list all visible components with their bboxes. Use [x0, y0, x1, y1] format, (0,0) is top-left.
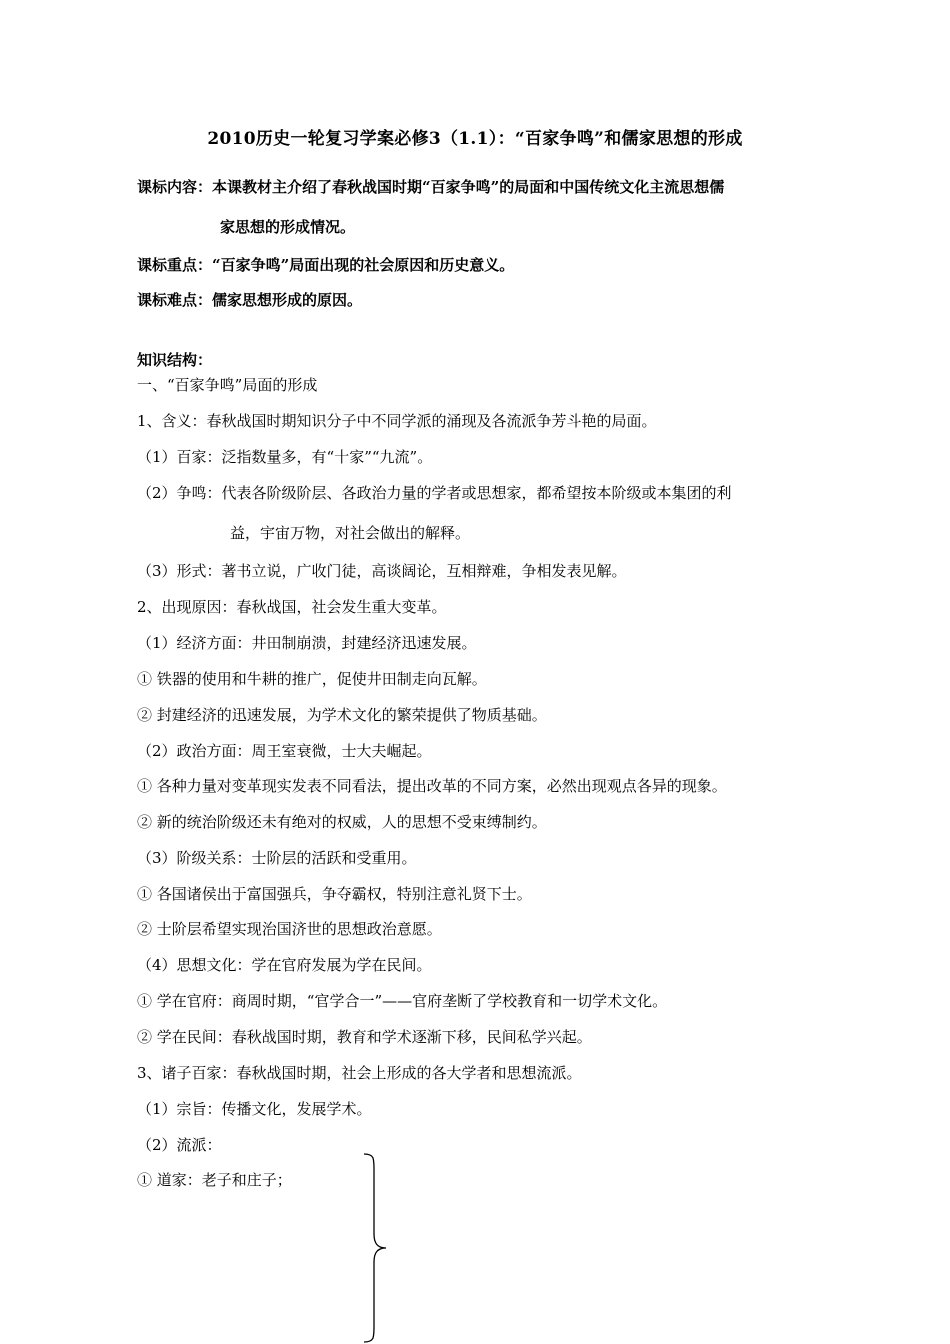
body-line: ② 新的统治阶级还未有绝对的权威，人的思想不受束缚制约。: [137, 813, 547, 831]
section-heading: 一、“百家争鸣”局面的形成: [137, 376, 318, 394]
body-line: ① 各国诸侯出于富国强兵，争夺霸权，特别注意礼贤下士。: [137, 885, 532, 903]
body-line: 2、出现原因：春秋战国，社会发生重大变革。: [137, 598, 447, 616]
body-line: ① 各种力量对变革现实发表不同看法，提出改革的不同方案，必然出现观点各异的现象。: [137, 777, 727, 795]
standards-content-text: 本课教材主介绍了春秋战国时期“百家争鸣”的局面和中国传统文化主流思想儒: [212, 178, 725, 196]
body-line: （1）宗旨：传播文化，发展学术。: [137, 1100, 372, 1118]
body-line: ① 铁器的使用和牛耕的推广，促使井田制走向瓦解。: [137, 670, 487, 688]
standards-key-label: 课标重点：: [137, 256, 213, 274]
body-line: （1）经济方面：井田制崩溃，封建经济迅速发展。: [137, 634, 477, 652]
standards-difficulty: [137, 289, 362, 311]
body-line: （2）争鸣：代表各阶级阶层、各政治力量的学者或思想家，都希望按本阶级或本集团的利: [137, 484, 732, 502]
body-line: 3、诸子百家：春秋战国时期，社会上形成的各大学者和思想流派。: [137, 1064, 582, 1082]
body-line-continued: 益，宇宙万物，对社会做出的解释。: [230, 524, 471, 542]
standards-key: [137, 254, 514, 276]
body-line: ① 学在官府：商周时期，“官学合一”——官府垄断了学校教育和一切学术文化。: [137, 992, 668, 1010]
body-line: （4）思想文化：学在官府发展为学在民间。: [137, 956, 432, 974]
structure-heading: 知识结构：: [137, 351, 213, 369]
body-line: ② 士阶层希望实现治国济世的思想政治意愿。: [137, 920, 442, 938]
body-line: （1）百家：泛指数量多，有“十家”“九流”。: [137, 448, 433, 466]
standards-key-text: “百家争鸣”局面出现的社会原因和历史意义。: [212, 256, 515, 274]
body-line: （2）政治方面：周王室衰微，士大夫崛起。: [137, 742, 432, 760]
body-line: （3）阶级关系：士阶层的活跃和受重用。: [137, 849, 417, 867]
body-line: （3）形式：著书立说，广收门徒，高谈阔论，互相辩难，争相发表见解。: [137, 562, 627, 580]
body-line: ② 学在民间：春秋战国时期，教育和学术逐渐下移，民间私学兴起。: [137, 1028, 592, 1046]
body-line: ① 道家：老子和庄子；: [137, 1171, 292, 1189]
standards-difficulty-text: 儒家思想形成的原因。: [212, 291, 363, 309]
right-brace-icon: [360, 1152, 396, 1344]
body-line: （2）流派：: [137, 1136, 222, 1154]
standards-content: [137, 176, 724, 198]
page-title: 2010历史一轮复习学案必修3（1.1）：“百家争鸣”和儒家思想的形成: [207, 129, 743, 149]
standards-difficulty-label: 课标难点：: [137, 291, 213, 309]
standards-content-label: 课标内容：: [137, 178, 213, 196]
body-line: 1、含义：春秋战国时期知识分子中不同学派的涌现及各流派争芳斗艳的局面。: [137, 412, 657, 430]
standards-content-continued: 家思想的形成情况。: [220, 218, 356, 236]
body-line: ② 封建经济的迅速发展，为学术文化的繁荣提供了物质基础。: [137, 706, 547, 724]
